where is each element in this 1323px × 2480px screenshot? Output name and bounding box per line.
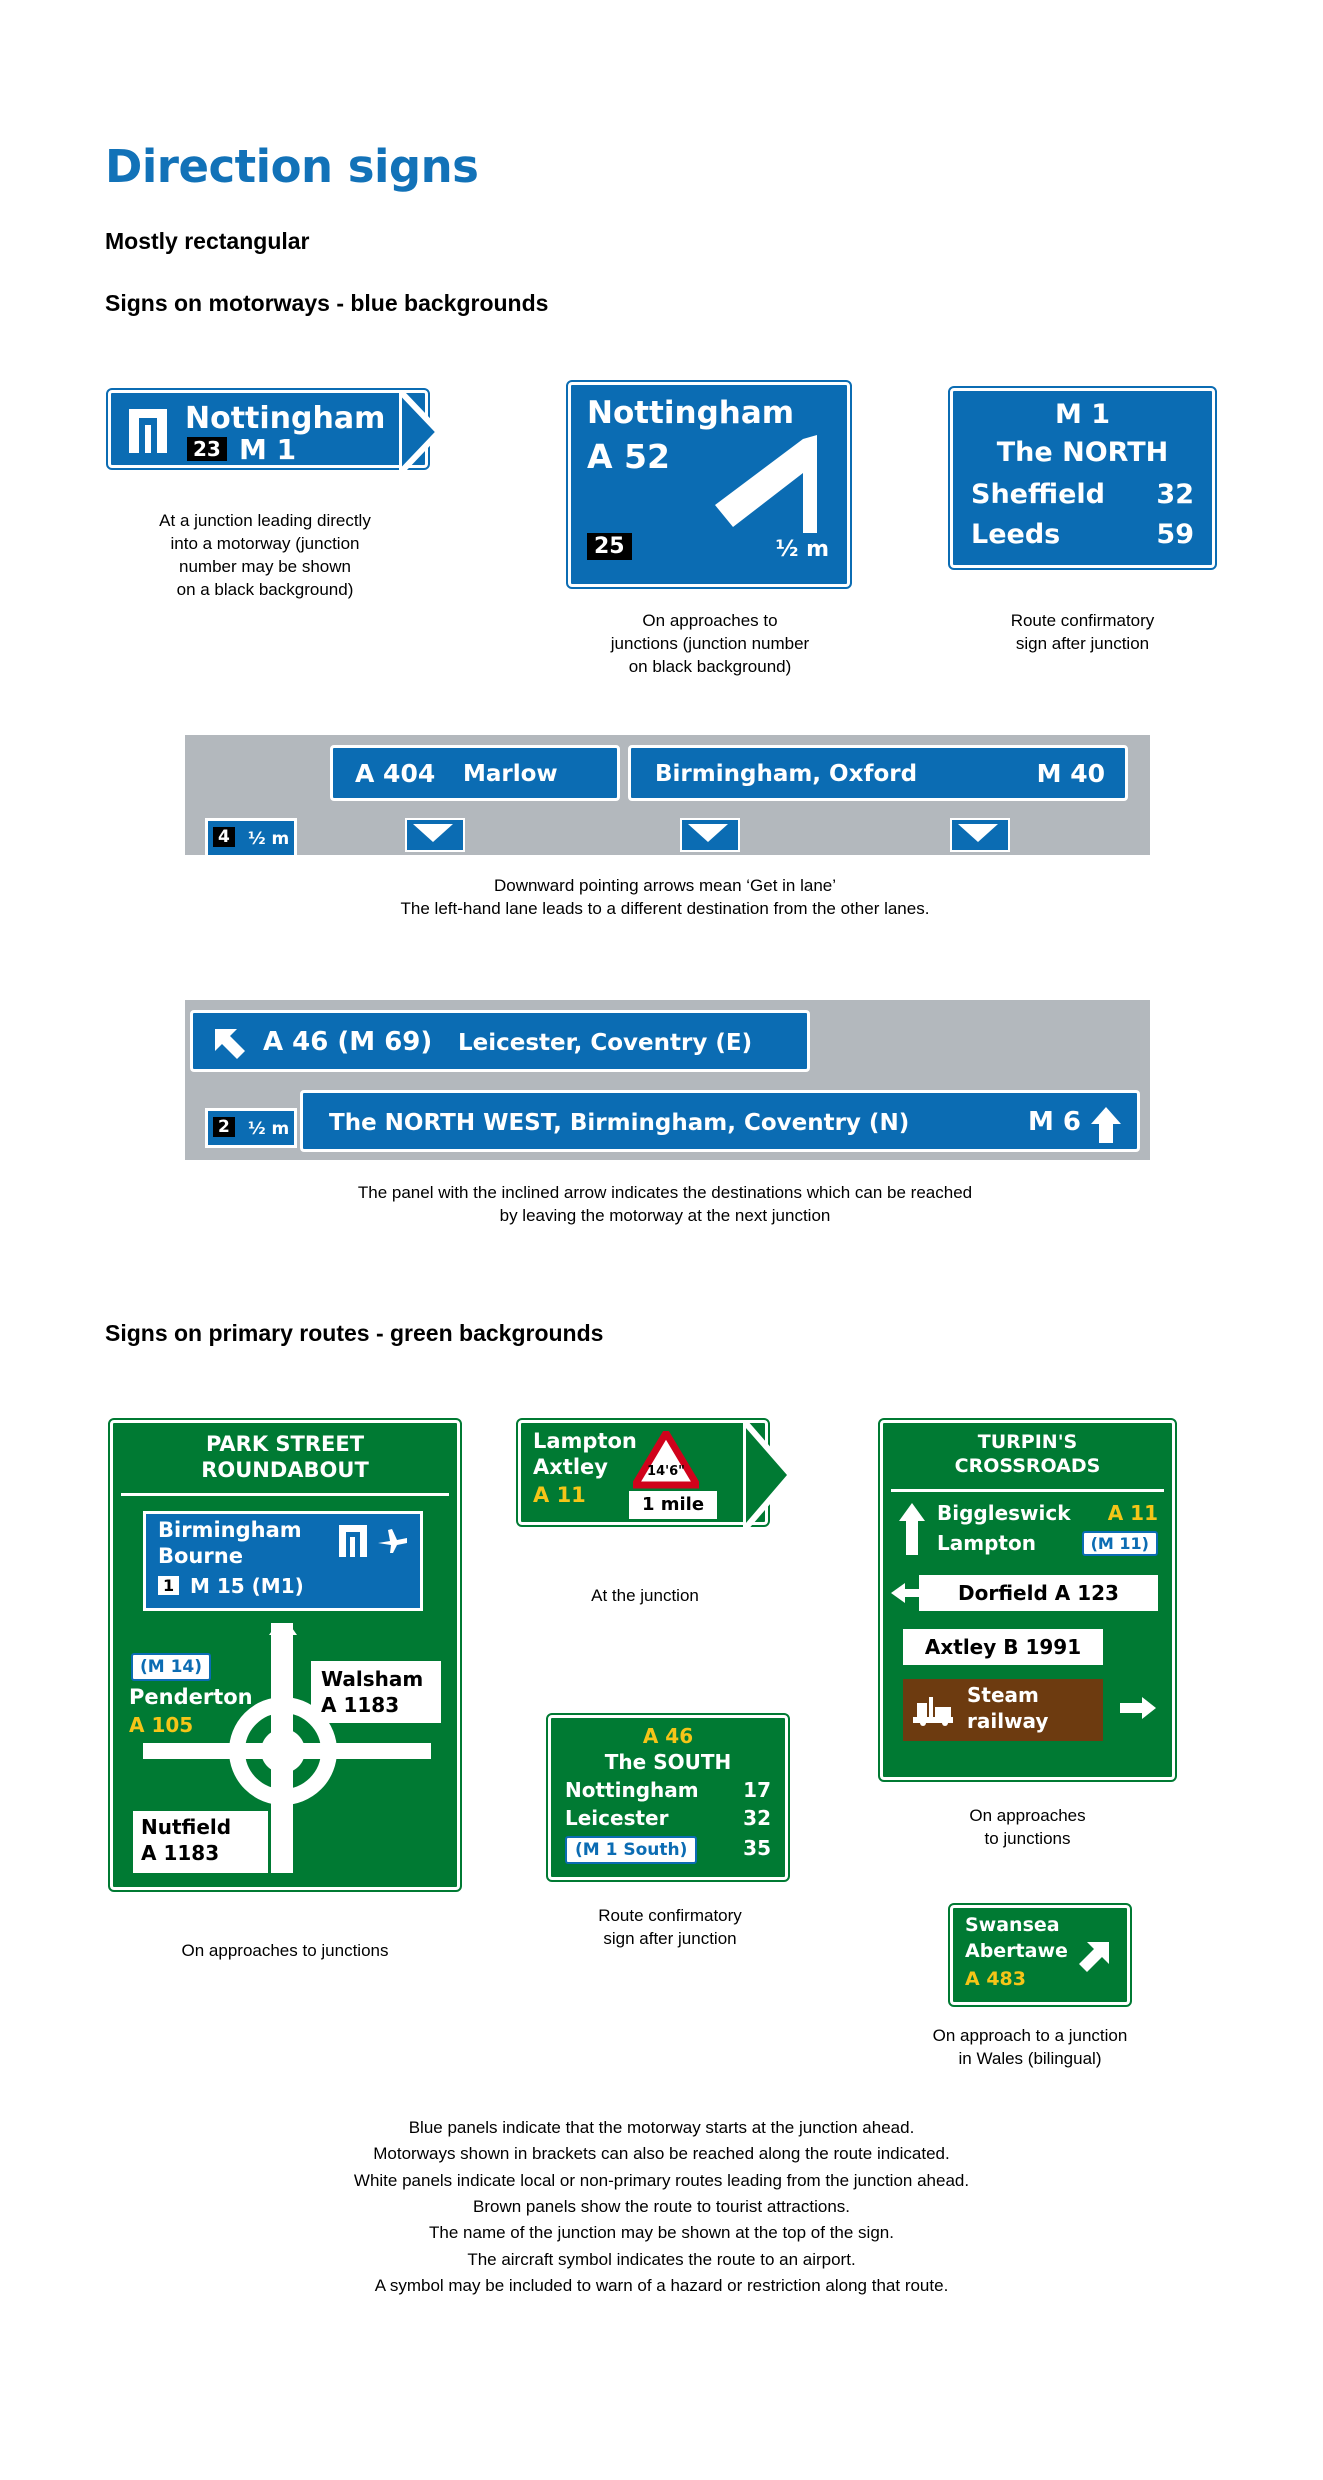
lampton-distance-box: [629, 1491, 717, 1519]
subtitle-motorways: Signs on motorways - blue backgrounds: [105, 290, 549, 316]
park-street-header-line1: PARK STREET: [205, 1432, 365, 1456]
turpins-white-text-1: Dorfield A 123: [958, 1581, 1119, 1605]
caption-sign3: Route confirmatory sign after junction: [1010, 611, 1155, 653]
lane-right-places: Birmingham, Oxford: [655, 761, 918, 787]
park-street-right-place: Walsham: [321, 1667, 424, 1691]
inclined-bottom-route: M 6: [1027, 1107, 1081, 1137]
inclined-top-panel: [190, 1010, 810, 1072]
subtitle-primary-routes: Signs on primary routes - green backgrounds: [105, 1320, 604, 1346]
page-title: Direction signs: [105, 140, 479, 193]
sign-confirmatory-a46: [548, 1715, 788, 1880]
svg-text:14'6": 14'6": [647, 1464, 685, 1479]
down-arrow-box-3: [950, 818, 1010, 852]
turpins-header-line1: TURPIN'S: [977, 1431, 1078, 1453]
lane-distance: ½ m: [248, 829, 290, 849]
turpins-white-panel-1: [919, 1575, 1158, 1611]
turpins-box-1: (M 11): [1082, 1531, 1158, 1556]
park-street-header: [113, 1431, 457, 1484]
footer-line-3: Brown panels show the route to tourist attractions.: [472, 2197, 851, 2217]
motorway-icon: [125, 405, 171, 457]
inclined-top-places: Leicester, Coventry (E): [458, 1030, 753, 1056]
motorway-icon: [336, 1522, 370, 1560]
caption-park-street: On approaches to junctions: [181, 1941, 389, 1960]
sign3-route: M 1: [1054, 399, 1111, 430]
footer-notes: [0, 2115, 1323, 2299]
sign1-destination: Nottingham: [185, 401, 386, 436]
sign1-route: M 1: [239, 433, 297, 466]
sign2-route: A 52: [587, 437, 670, 476]
park-street-right-road: A 1183: [321, 1693, 400, 1717]
sign3-place-1: Leeds: [971, 519, 1061, 550]
footer-line-5: The aircraft symbol indicates the route to an airport.: [467, 2249, 856, 2269]
caption-get-in-lane-line2: The left-hand lane leads to a different destination from the other lanes.: [400, 898, 930, 918]
sign3-line1: The NORTH: [996, 437, 1169, 468]
turpins-white-text-2: Axtley B 1991: [924, 1635, 1082, 1659]
lane-junction-number: 4: [213, 827, 235, 847]
chevron-right-icon: [399, 390, 459, 474]
lane-left-route: A 404: [355, 759, 436, 788]
sign2-distance: ½ m: [775, 537, 829, 562]
park-street-bottom-place: Nutfield: [141, 1815, 232, 1839]
sign3-miles-1: 59: [1156, 519, 1194, 550]
park-street-right-panel: [311, 1661, 441, 1723]
inclined-arrow-icon: [1075, 1938, 1113, 1984]
a46-row-0: [565, 1778, 771, 1802]
inclined-junction-plate: [205, 1108, 297, 1148]
swansea-line2: Abertawe: [965, 1940, 1068, 1962]
a46-motorway-miles: 35: [743, 1836, 771, 1860]
park-street-left-road: A 105: [129, 1713, 194, 1737]
lane-right-route: M 40: [1036, 759, 1105, 788]
sign-junction-into-motorway: [108, 390, 428, 468]
a46-miles-1: 32: [743, 1806, 771, 1830]
inclined-top-route: A 46 (M 69): [263, 1027, 433, 1057]
footer-line-0: Blue panels indicate that the motorway starts at the junction ahead.: [408, 2118, 915, 2137]
park-street-bottom-road: A 1183: [141, 1841, 220, 1865]
up-arrow-icon: [897, 1501, 927, 1557]
sign-turpins-crossroads: [880, 1420, 1175, 1780]
inclined-arrow-icon: [211, 1025, 251, 1063]
turpins-header-line2: CROSSROADS: [954, 1454, 1101, 1477]
lampton-line1: Lampton: [533, 1429, 637, 1453]
caption-lampton: At the junction: [591, 1586, 699, 1605]
turpins-place-1: Lampton: [937, 1531, 1036, 1555]
park-street-left-place: Penderton: [129, 1685, 253, 1709]
down-arrow-icon: [407, 820, 459, 846]
turpins-brown-line2: railway: [967, 1709, 1049, 1733]
caption-get-in-lane: [160, 875, 1170, 921]
a46-miles-0: 17: [743, 1778, 771, 1802]
caption-get-in-lane-line1: Downward pointing arrows mean ‘Get in lane’: [493, 876, 837, 895]
left-arrow-icon: [889, 1581, 923, 1605]
footer-line-1: Motorways shown in brackets can also be reached along the route indicated.: [373, 2144, 950, 2164]
inclined-junction-number: 2: [213, 1117, 235, 1137]
caption-inclined-line1: The panel with the inclined arrow indicates the destinations which can be reached: [357, 1183, 973, 1202]
swansea-route: A 483: [965, 1968, 1026, 1990]
turpins-brown-panel: [903, 1679, 1103, 1741]
lampton-line2: Axtley: [533, 1455, 608, 1479]
steam-railway-icon: [911, 1693, 957, 1727]
inclined-distance: ½ m: [248, 1119, 290, 1139]
park-street-blue-line2: Bourne: [158, 1544, 243, 1568]
lampton-distance: 1 mile: [641, 1494, 705, 1515]
park-street-bottom-panel: [133, 1811, 268, 1873]
turpins-divider: [891, 1489, 1164, 1492]
sign3-row-1: [971, 519, 1194, 550]
lane-left-place: Marlow: [463, 761, 558, 787]
park-street-blue-route: M 15 (M1): [190, 1574, 304, 1598]
sign-lampton-junction: [518, 1420, 768, 1525]
down-arrow-box-2: [680, 818, 740, 852]
caption-swansea: On approach to a junction in Wales (bilingual): [932, 2026, 1128, 2068]
sign1-junction-number: 23: [187, 437, 227, 461]
park-street-divider: [121, 1493, 449, 1496]
a46-row-1: [565, 1806, 771, 1830]
lane-panel-right: [628, 745, 1128, 801]
turpins-brown-line1: Steam: [967, 1683, 1039, 1707]
right-arrow-icon: [1118, 1695, 1158, 1721]
caption-inclined: [160, 1182, 1170, 1228]
lane-panel-left: [330, 745, 620, 801]
down-arrow-icon: [952, 820, 1004, 846]
a46-place-0: Nottingham: [565, 1778, 699, 1802]
inclined-bottom-places: The NORTH WEST, Birmingham, Coventry (N): [329, 1110, 910, 1136]
airport-icon: [376, 1526, 410, 1556]
sign3-row-0: [971, 479, 1194, 510]
lane-junction-plate: [205, 818, 297, 858]
park-street-header-line2: ROUNDABOUT: [201, 1458, 369, 1483]
park-street-blue-panel: [143, 1511, 423, 1611]
caption-a46: Route confirmatory sign after junction: [598, 1906, 742, 1948]
a46-line1: The SOUTH: [604, 1750, 732, 1774]
turpins-place-0: Biggleswick: [937, 1501, 1071, 1525]
footer-line-6: A symbol may be included to warn of a hazard or restriction along that route.: [374, 2276, 949, 2296]
footer-line-2: White panels indicate local or non-primary routes leading from the junction ahead.: [353, 2170, 970, 2190]
park-street-blue-line1: Birmingham: [158, 1518, 302, 1542]
down-arrow-box-1: [405, 818, 465, 852]
a46-motorway-box: (M 1 South): [565, 1836, 697, 1864]
turpins-white-panel-2: [903, 1629, 1103, 1665]
lampton-route: A 11: [533, 1483, 586, 1507]
sign-approach-a52: [568, 382, 850, 587]
fork-arrow-icon: [699, 429, 839, 539]
turpins-road-0: A 11: [1107, 1501, 1158, 1525]
footer-line-4: The name of the junction may be shown at the top of the sign.: [429, 2223, 894, 2243]
park-street-junction-number: 1: [158, 1576, 179, 1595]
caption-sign1: At a junction leading directly into a motorway (junction number may be shown on a black background): [159, 511, 371, 599]
a46-place-1: Leicester: [565, 1806, 669, 1830]
a46-route: A 46: [642, 1724, 694, 1748]
inclined-bottom-panel: [300, 1090, 1140, 1152]
swansea-line1: Swansea: [965, 1914, 1060, 1936]
sign2-destination: Nottingham: [587, 395, 795, 431]
park-street-left-route: (M 14): [131, 1653, 211, 1681]
chevron-right-icon: [743, 1420, 813, 1531]
height-restriction-icon: [633, 1431, 699, 1489]
caption-turpins: On approaches to junctions: [969, 1806, 1086, 1848]
sign3-miles-0: 32: [1156, 479, 1194, 510]
sign3-place-0: Sheffield: [971, 479, 1105, 510]
sign-confirmatory-m1: [950, 388, 1215, 568]
turpins-header: [883, 1431, 1172, 1479]
up-arrow-icon: [1089, 1105, 1123, 1145]
sign-swansea-bilingual: [950, 1905, 1130, 2005]
caption-inclined-line2: by leaving the motorway at the next junction: [499, 1205, 831, 1225]
sign2-junction-number: 25: [587, 533, 632, 560]
caption-sign2: On approaches to junctions (junction number on black background): [610, 611, 810, 676]
down-arrow-icon: [682, 820, 734, 846]
sign-park-street-roundabout: [110, 1420, 460, 1890]
subtitle-mostly-rectangular: Mostly rectangular: [105, 228, 310, 254]
